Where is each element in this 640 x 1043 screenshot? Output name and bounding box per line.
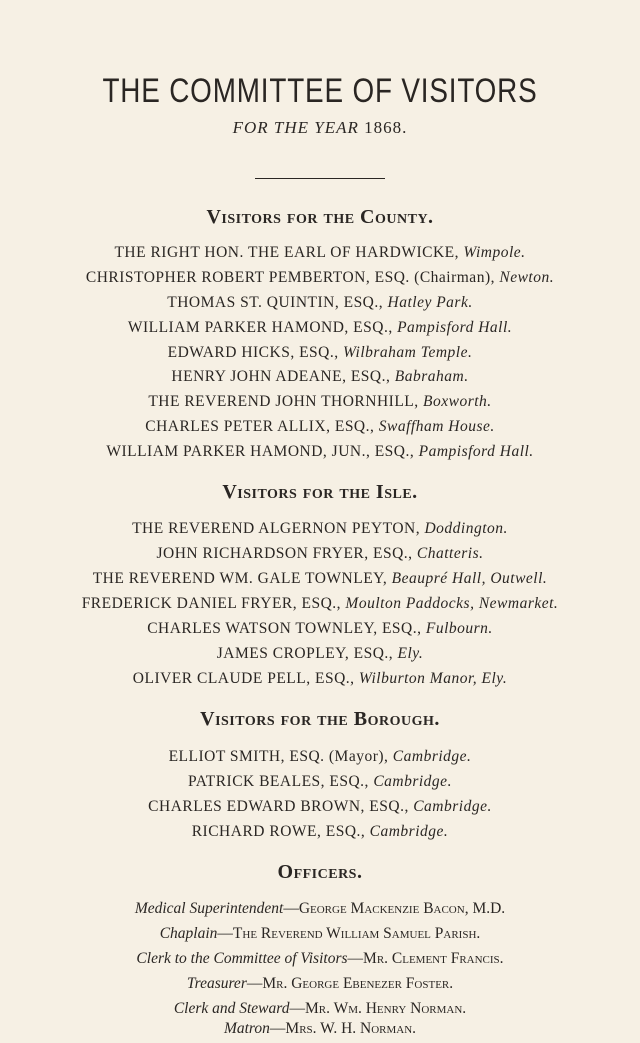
- page-title: THE COMMITTEE OF VISITORS: [102, 72, 538, 110]
- visitor-entry: RICHARD ROWE, ESQ., Cambridge.: [191, 823, 449, 840]
- visitor-entry: OLIVER CLAUDE PELL, ESQ., Wilburton Manor, Ely.: [132, 670, 508, 687]
- visitor-entry: THE REVEREND JOHN THORNHILL, Boxworth.: [148, 393, 492, 410]
- officer-entry: Matron—Mrs. W. H. Norman.: [223, 1020, 417, 1037]
- visitor-entry: PATRICK BEALES, ESQ., Cambridge.: [188, 773, 452, 790]
- visitor-entry: THE REVEREND WM. GALE TOWNLEY, Beaupré Hall, Outwell.: [92, 570, 548, 587]
- visitor-entry: CHARLES EDWARD BROWN, ESQ., Cambridge.: [148, 798, 492, 815]
- visitor-entry: HENRY JOHN ADEANE, ESQ., Babraham.: [171, 368, 469, 385]
- visitor-entry: FREDERICK DANIEL FRYER, ESQ., Moulton Paddocks, Newmarket.: [81, 595, 559, 612]
- officer-entry: Clerk to the Committee of Visitors—Mr. Clement Francis.: [136, 950, 504, 967]
- subtitle-year: 1868.: [364, 118, 408, 137]
- visitor-entry: ELLIOT SMITH, ESQ. (Mayor), Cambridge.: [168, 748, 472, 765]
- visitor-entry: WILLIAM PARKER HAMOND, JUN., ESQ., Pampisford Hall.: [106, 443, 534, 460]
- officer-entry: Clerk and Steward—Mr. Wm. Henry Norman.: [173, 1000, 467, 1017]
- section-heading-borough: Visitors for the Borough.: [200, 708, 440, 730]
- visitor-entry: THE REVEREND ALGERNON PEYTON, Doddington.: [132, 520, 508, 537]
- visitor-entry: JOHN RICHARDSON FRYER, ESQ., Chatteris.: [156, 545, 484, 562]
- visitor-entry: WILLIAM PARKER HAMOND, ESQ., Pampisford Hall.: [127, 319, 513, 336]
- section-heading-county: Visitors for the County.: [206, 206, 434, 228]
- visitor-entry: THOMAS ST. QUINTIN, ESQ., Hatley Park.: [167, 294, 473, 311]
- section-heading-isle: Visitors for the Isle.: [222, 481, 418, 503]
- subtitle-italic: FOR THE YEAR: [232, 118, 359, 137]
- section-heading-officers: Officers.: [277, 861, 363, 883]
- officer-entry: Chaplain—The Reverend William Samuel Parish.: [159, 925, 481, 942]
- visitor-entry: CHARLES PETER ALLIX, ESQ., Swaffham House.: [145, 418, 495, 435]
- officer-entry: Medical Superintendent—George Mackenzie Bacon, M.D.: [134, 900, 506, 917]
- visitor-entry: JAMES CROPLEY, ESQ., Ely.: [216, 645, 424, 662]
- visitor-entry: CHRISTOPHER ROBERT PEMBERTON, ESQ. (Chairman), Newton.: [85, 269, 555, 286]
- title-rule: [255, 178, 385, 179]
- visitor-entry: CHARLES WATSON TOWNLEY, ESQ., Fulbourn.: [147, 620, 493, 637]
- visitor-entry: THE RIGHT HON. THE EARL OF HARDWICKE, Wimpole.: [114, 244, 526, 261]
- visitor-entry: EDWARD HICKS, ESQ., Wilbraham Temple.: [167, 344, 473, 361]
- page-subtitle: [0, 118, 640, 138]
- officer-entry: Treasurer—Mr. George Ebenezer Foster.: [186, 975, 454, 992]
